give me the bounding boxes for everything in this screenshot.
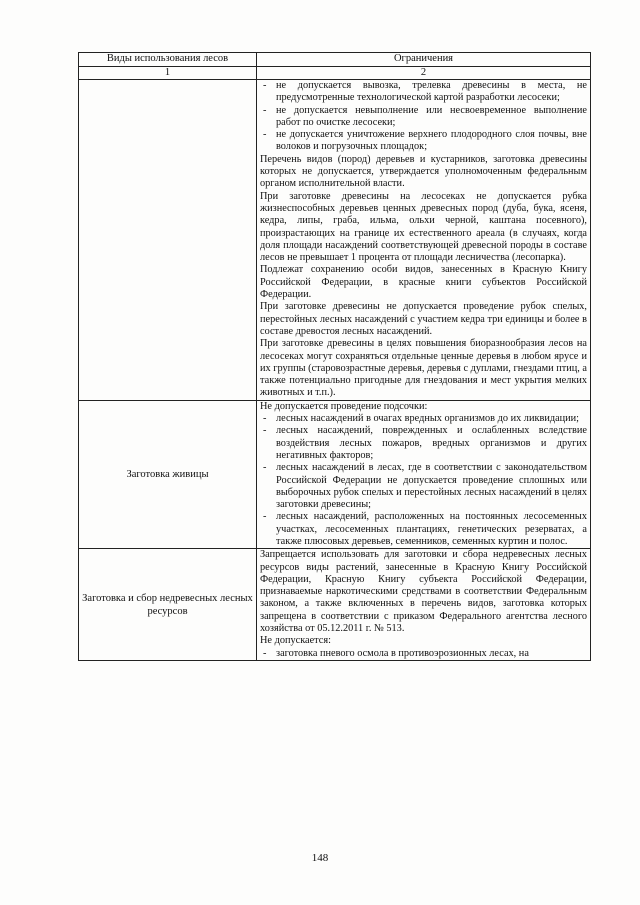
row-name-resin-harvesting: Заготовка живицы [79,400,257,549]
header-forest-use: Виды использования лесов [79,53,257,67]
list-item: - не допускается уничтожение верхнего плодородного слоя почвы, вне волоков и погрузочных площадок; [260,129,587,154]
column-number-1: 1 [79,67,257,80]
table-header-row [79,53,591,67]
list-item: - лесных насаждений, поврежденных и ослабленных вследствие воздействия лесных пожаров, вредных организмов и других негативных факторов; [260,425,587,462]
column-number-2: 2 [257,67,591,80]
list-item: - лесных насаждений в лесах, где в соответствии с законодательством Российской Федерации не допускается проведение сплошных или выборочных рубок спелых и перестойных лесных насаждений в целях заготовки древесины; [260,462,587,511]
list-item: - не допускается вывозка, трелевка древесины в места, не предусмотренные технологической картой разработки лесосеки; [260,80,587,105]
restrictions-cell [257,549,591,661]
list-item: - лесных насаждений в очагах вредных организмов до их ликвидации; [260,413,587,425]
restriction-list [260,413,587,548]
row-name-non-timber-resources: Заготовка и сбор недревесных лесных ресурсов [79,549,257,661]
restrictions-cell [257,400,591,549]
list-item: - заготовка пневого осмола в противоэрозионных лесах, на [260,648,587,660]
page-number: 148 [311,852,329,864]
paragraph: При заготовке древесины в целях повышения биоразнообразия лесов на лесосеках могут сохраняться отдельные ценные деревья в любом ярусе и их группы (старовозрастные деревья, деревья с дуплами, гнездами птиц, а также потенциально пригодные для гнездования и мест укрытия мелких животных и т.п.). [260,338,587,399]
restriction-list [260,80,587,154]
table-row [79,400,591,549]
header-restrictions: Ограничения [257,53,591,67]
paragraph: Перечень видов (пород) деревьев и кустарников, заготовка древесины которых не допускается, утверждается уполномоченным федеральным органом исполнительной власти. [260,153,587,190]
row-name-continuation [79,80,257,401]
paragraph: Не допускается: [260,635,331,647]
paragraph: Запрещается использовать для заготовки и сбора недревесных лесных ресурсов виды растений, занесенные в Красную Книгу Российской Федерации, Красную Книгу субъекта Российской Федерации, признаваемые наркотическими средствами в соответствии Федеральным законом, а также включенных в перечень видов, заготовка которых запрещена в соответствии с приказом Федерального агентства лесного хозяйства от 05.12.2011 г. № 513. [260,549,587,635]
list-item: - не допускается невыполнение или несвоевременное выполнение работ по очистке лесосеки; [260,105,587,130]
restrictions-table [78,52,591,661]
restriction-list [260,648,587,660]
paragraph: Подлежат сохранению особи видов, занесенных в Красную Книгу Российской Федерации, в красные книги субъектов Российской Федерации. [260,264,587,301]
restrictions-cell [257,80,591,401]
list-item: - лесных насаждений, расположенных на постоянных лесосеменных участках, лесосеменных плантациях, генетических резерватах, а также плюсовых деревьев, семенников, семенных куртин и полос. [260,511,587,548]
paragraph: Не допускается проведение подсочки: [260,400,428,412]
paragraph: При заготовке древесины на лесосеках не допускается рубка жизнеспособных деревьев ценных древесных пород (дуба, бука, ясеня, кедра, липы, граба, ильма, ольхи черной, каштана посевного), произрастающих на границе их естественного ареала (в случаях, когда доля площади насаждений соответствующей древесной породы в составе лесов не превышает 1 процента от площади лесничества (лесопарка). [260,190,587,264]
table-row [79,549,591,661]
paragraph: При заготовке древесины не допускается проведение рубок спелых, перестойных лесных насаждений с участием кедра три единицы и более в составе древостоя лесных насаждений. [260,301,587,337]
column-number-row [79,67,591,80]
table-row [79,80,591,401]
